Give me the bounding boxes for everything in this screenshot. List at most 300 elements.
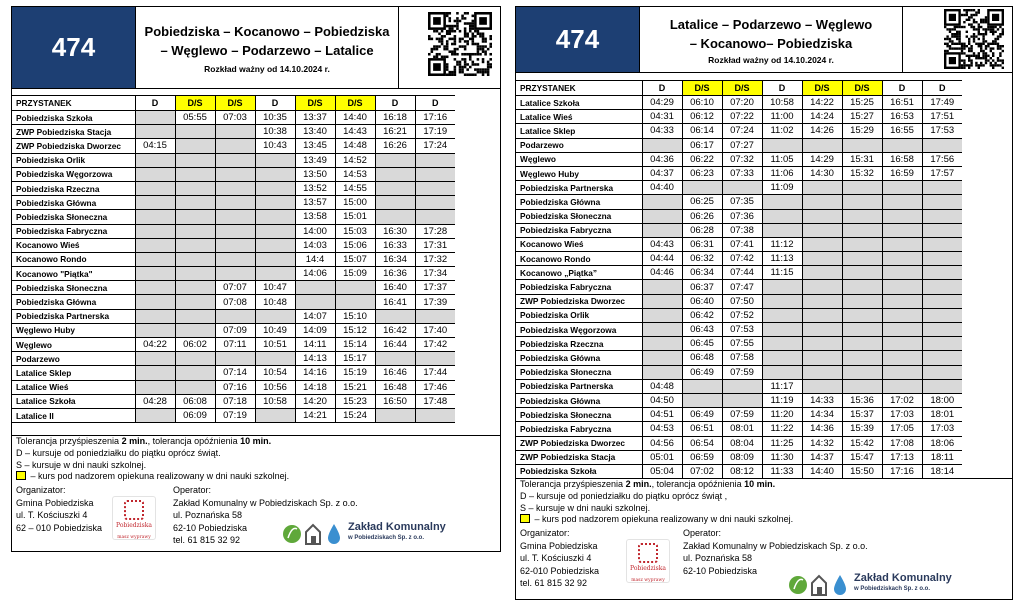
stop-name: Podarzewo — [516, 138, 642, 152]
zaklad-komunalny-logo — [788, 571, 952, 597]
departure-time — [135, 267, 175, 281]
departure-time: 11:25 — [762, 436, 802, 450]
legend-s: S – kursuje w dni nauki szkolnej. — [520, 502, 651, 513]
departure-time — [175, 281, 215, 295]
column-header-course: D — [375, 96, 415, 111]
departure-time: 07:44 — [722, 266, 762, 280]
departure-time: 07:53 — [722, 323, 762, 337]
column-header-course: D/S — [802, 81, 842, 96]
table-row — [516, 110, 962, 124]
departure-time: 13:58 — [295, 210, 335, 224]
departure-time — [642, 337, 682, 351]
departure-time: 14:20 — [295, 394, 335, 408]
departure-time — [682, 379, 722, 393]
route-title — [639, 7, 903, 72]
stop-name: Podarzewo — [12, 352, 135, 366]
departure-time: 14:32 — [802, 436, 842, 450]
departure-time — [175, 238, 215, 252]
table-row — [516, 181, 962, 195]
timetable-header — [516, 7, 1012, 73]
departure-time — [375, 181, 415, 195]
departure-time: 07:14 — [215, 366, 255, 380]
departure-time: 05:04 — [642, 464, 682, 478]
stop-name: Latalice Sklep — [516, 124, 642, 138]
departure-time — [882, 223, 922, 237]
route-title — [135, 7, 399, 88]
departure-time — [642, 223, 682, 237]
table-row — [516, 408, 962, 422]
departure-time: 17:51 — [922, 110, 962, 124]
column-header-course: D — [762, 81, 802, 96]
departure-time — [135, 366, 175, 380]
departure-time — [255, 196, 295, 210]
departure-time — [802, 195, 842, 209]
departure-time: 07:47 — [722, 280, 762, 294]
table-row — [12, 380, 455, 394]
tolerance-text-c: , tolerancja opóźnienia — [651, 479, 745, 489]
stop-name: Pobiedziska Rzeczna — [12, 181, 135, 195]
column-header-course: D/S — [335, 96, 375, 111]
departure-time — [842, 266, 882, 280]
departure-time: 07:19 — [215, 408, 255, 422]
departure-time — [642, 294, 682, 308]
departure-time — [335, 295, 375, 309]
departure-time — [135, 295, 175, 309]
departure-time: 06:17 — [682, 138, 722, 152]
departure-time: 17:03 — [882, 408, 922, 422]
departure-time — [415, 167, 455, 181]
departure-time: 16:18 — [375, 111, 415, 125]
departure-time: 06:12 — [682, 110, 722, 124]
departure-time: 15:07 — [335, 252, 375, 266]
tolerance-late: 10 min. — [744, 479, 776, 489]
table-row — [516, 266, 962, 280]
departure-time: 15:17 — [335, 352, 375, 366]
departure-time — [882, 195, 922, 209]
organizer-line: Gmina Pobiedziska — [16, 497, 94, 508]
departure-time: 14:43 — [335, 125, 375, 139]
table-row — [516, 195, 962, 209]
tolerance-note — [520, 479, 1012, 491]
column-header-course: D — [135, 96, 175, 111]
departure-time — [215, 153, 255, 167]
departure-time — [415, 153, 455, 167]
departure-time: 10:58 — [255, 394, 295, 408]
departure-time — [762, 308, 802, 322]
departure-time: 07:22 — [722, 110, 762, 124]
route-line-2: – Kocanowo– Pobiedziska — [689, 35, 853, 51]
column-header-course: D — [922, 81, 962, 96]
column-header-course: D/S — [295, 96, 335, 111]
departure-time: 06:02 — [175, 338, 215, 352]
departure-time: 10:47 — [255, 281, 295, 295]
stop-name: Pobiedziska Fabryczna — [516, 280, 642, 294]
departure-time: 15:01 — [335, 210, 375, 224]
table-row — [12, 352, 455, 366]
table-row — [12, 153, 455, 167]
departure-time — [175, 181, 215, 195]
table-row — [516, 323, 962, 337]
departure-time: 11:12 — [762, 237, 802, 251]
stop-name: Latalice Wieś — [12, 380, 135, 394]
departure-time: 11:15 — [762, 266, 802, 280]
departure-time: 06:43 — [682, 323, 722, 337]
departure-time: 04:43 — [642, 237, 682, 251]
departure-time: 16:51 — [882, 96, 922, 110]
departure-time: 15:24 — [335, 408, 375, 422]
stop-name: Pobiedziska Słoneczna — [516, 365, 642, 379]
stop-name: ZWP Pobiedziska Stacja — [12, 125, 135, 139]
departure-time: 17:03 — [922, 422, 962, 436]
departure-time: 16:55 — [882, 124, 922, 138]
organizer-line: 62 – 010 Pobiedziska — [16, 522, 103, 533]
table-row — [516, 294, 962, 308]
departure-time — [882, 266, 922, 280]
departure-time: 06:42 — [682, 308, 722, 322]
departure-time: 10:49 — [255, 323, 295, 337]
departure-time — [842, 195, 882, 209]
departure-time: 04:40 — [642, 181, 682, 195]
departure-time: 06:10 — [682, 96, 722, 110]
departure-time — [842, 351, 882, 365]
departure-time — [842, 308, 882, 322]
table-row — [12, 238, 455, 252]
stop-name: Pobiedziska Szkoła — [12, 111, 135, 125]
departure-time — [135, 167, 175, 181]
departure-time: 14:36 — [802, 422, 842, 436]
departure-time: 10:51 — [255, 338, 295, 352]
departure-time: 14:40 — [335, 111, 375, 125]
table-row — [12, 338, 455, 352]
legend — [516, 478, 1012, 593]
departure-time — [882, 138, 922, 152]
departure-time: 04:37 — [642, 166, 682, 180]
departure-time: 06:25 — [682, 195, 722, 209]
departure-time: 15:32 — [842, 166, 882, 180]
departure-time: 07:41 — [722, 237, 762, 251]
departure-time: 16:46 — [375, 366, 415, 380]
departure-time — [135, 111, 175, 125]
table-row — [12, 139, 455, 153]
departure-time — [415, 196, 455, 210]
stop-name: Węglewo Huby — [516, 166, 642, 180]
table-row — [12, 196, 455, 210]
departure-time: 07:36 — [722, 209, 762, 223]
departure-time: 16:59 — [882, 166, 922, 180]
departure-time — [802, 252, 842, 266]
departure-time — [842, 237, 882, 251]
departure-time: 11:06 — [762, 166, 802, 180]
departure-time: 16:41 — [375, 295, 415, 309]
departure-time — [215, 238, 255, 252]
column-header-course: D — [415, 96, 455, 111]
departure-time — [415, 210, 455, 224]
departure-time: 16:44 — [375, 338, 415, 352]
departure-time: 15:42 — [842, 436, 882, 450]
departure-time: 17:32 — [415, 252, 455, 266]
departure-time: 14:33 — [802, 393, 842, 407]
departure-time — [722, 181, 762, 195]
departure-time: 07:09 — [215, 323, 255, 337]
departure-time: 15:29 — [842, 124, 882, 138]
departure-time: 07:27 — [722, 138, 762, 152]
departure-time: 04:15 — [135, 139, 175, 153]
table-row — [516, 337, 962, 351]
departure-time: 14:07 — [295, 309, 335, 323]
departure-time: 17:39 — [415, 295, 455, 309]
departure-time: 16:33 — [375, 238, 415, 252]
departure-time: 18:01 — [922, 408, 962, 422]
departure-time: 16:21 — [375, 125, 415, 139]
departure-time — [722, 393, 762, 407]
departure-time: 18:00 — [922, 393, 962, 407]
gmina-pobiedziska-logo — [112, 496, 156, 540]
departure-time: 07:55 — [722, 337, 762, 351]
departure-time: 04:33 — [642, 124, 682, 138]
stop-name: Pobiedziska Główna — [12, 295, 135, 309]
stop-name: Kocanowo „Piątka” — [516, 266, 642, 280]
departure-time — [922, 308, 962, 322]
departure-time: 04:53 — [642, 422, 682, 436]
departure-time: 13:49 — [295, 153, 335, 167]
tolerance-late: 10 min. — [240, 436, 272, 446]
route-line-1: Latalice – Podarzewo – Węglewo — [669, 16, 873, 32]
departure-time: 14:03 — [295, 238, 335, 252]
departure-time: 11:13 — [762, 252, 802, 266]
organizer-line: Organizator: — [520, 528, 570, 538]
stop-name: Pobiedziska Słoneczna — [516, 408, 642, 422]
table-row — [516, 450, 962, 464]
departure-time: 14:55 — [335, 181, 375, 195]
stop-name: Latalice Szkoła — [12, 394, 135, 408]
legend-supervised — [520, 514, 1012, 526]
departure-time — [375, 167, 415, 181]
departure-time — [802, 280, 842, 294]
departure-time: 10:43 — [255, 139, 295, 153]
departure-time — [335, 281, 375, 295]
timetable-table — [12, 95, 455, 423]
departure-time — [175, 352, 215, 366]
table-row — [516, 223, 962, 237]
departure-time — [682, 181, 722, 195]
operator-line: Operator: — [173, 485, 212, 495]
departure-time: 15:25 — [842, 96, 882, 110]
table-row — [12, 167, 455, 181]
departure-time — [255, 224, 295, 238]
column-header-course: D/S — [175, 96, 215, 111]
departure-time: 11:33 — [762, 464, 802, 478]
departure-time: 17:34 — [415, 267, 455, 281]
operator-line: Zakład Komunalny w Pobiedziskach Sp. z o.o. — [683, 540, 868, 551]
departure-time — [882, 308, 922, 322]
tolerance-text-a: Tolerancja przyśpieszenia — [16, 436, 122, 446]
departure-time — [882, 209, 922, 223]
stop-name: Latalice Szkoła — [516, 96, 642, 110]
stop-name: ZWP Pobiedziska Dworzec — [12, 139, 135, 153]
departure-time: 07:59 — [722, 365, 762, 379]
departure-time: 14:34 — [802, 408, 842, 422]
departure-time — [415, 408, 455, 422]
stop-name: Pobiedziska Fabryczna — [516, 422, 642, 436]
departure-time: 15:23 — [335, 394, 375, 408]
departure-time: 07:11 — [215, 338, 255, 352]
departure-time: 17:56 — [922, 152, 962, 166]
departure-time — [175, 153, 215, 167]
departure-time: 16:48 — [375, 380, 415, 394]
gmina-logo-text: Pobiedziska — [116, 522, 152, 529]
organizer-line: ul. T. Kościuszki 4 — [16, 510, 88, 520]
departure-time: 18:11 — [922, 450, 962, 464]
departure-time — [215, 352, 255, 366]
departure-time — [922, 138, 962, 152]
departure-time: 13:45 — [295, 139, 335, 153]
legend-supervised-text: – kurs pod nadzorem opiekuna realizowany w dni nauki szkolnej. — [532, 514, 794, 525]
departure-time — [762, 294, 802, 308]
table-row — [12, 125, 455, 139]
departure-time: 06:31 — [682, 237, 722, 251]
stop-name: Kocanowo Wieś — [516, 237, 642, 251]
departure-time — [642, 308, 682, 322]
departure-time — [842, 209, 882, 223]
departure-time — [175, 224, 215, 238]
stop-name: Pobiedziska Główna — [516, 195, 642, 209]
departure-time — [642, 365, 682, 379]
departure-time: 06:14 — [682, 124, 722, 138]
departure-time — [135, 408, 175, 422]
departure-time — [255, 309, 295, 323]
departure-time: 06:51 — [682, 422, 722, 436]
departure-time — [642, 138, 682, 152]
operator-block — [683, 527, 868, 577]
organizer-line: Organizator: — [16, 485, 66, 495]
departure-time — [135, 196, 175, 210]
departure-time — [255, 181, 295, 195]
departure-time: 13:40 — [295, 125, 335, 139]
departure-time: 04:28 — [135, 394, 175, 408]
departure-time — [922, 266, 962, 280]
departure-time — [135, 181, 175, 195]
departure-time: 06:54 — [682, 436, 722, 450]
table-row — [12, 111, 455, 125]
departure-time — [642, 209, 682, 223]
departure-time — [882, 337, 922, 351]
departure-time — [415, 181, 455, 195]
tolerance-early: 2 min. — [121, 436, 148, 446]
departure-time — [175, 125, 215, 139]
table-row — [516, 464, 962, 478]
departure-time: 13:57 — [295, 196, 335, 210]
stop-name: Węglewo — [516, 152, 642, 166]
departure-time: 04:46 — [642, 266, 682, 280]
tolerance-early: 2 min. — [625, 479, 652, 489]
departure-time: 08:09 — [722, 450, 762, 464]
departure-time — [762, 323, 802, 337]
departure-time — [922, 294, 962, 308]
departure-time — [882, 365, 922, 379]
departure-time: 15:47 — [842, 450, 882, 464]
departure-time: 16:26 — [375, 139, 415, 153]
stop-name: Pobiedziska Słoneczna — [12, 281, 135, 295]
column-header-stop: PRZYSTANEK — [516, 81, 642, 96]
table-row — [12, 323, 455, 337]
departure-time — [215, 224, 255, 238]
departure-time: 08:12 — [722, 464, 762, 478]
departure-time: 14:21 — [295, 408, 335, 422]
table-row — [516, 436, 962, 450]
departure-time — [175, 252, 215, 266]
departure-time — [802, 379, 842, 393]
departure-time: 06:26 — [682, 209, 722, 223]
departure-time: 10:48 — [255, 295, 295, 309]
departure-time — [135, 153, 175, 167]
departure-time: 15:09 — [335, 267, 375, 281]
departure-time — [802, 237, 842, 251]
stop-name: Pobiedziska Węgorzowa — [12, 167, 135, 181]
table-row — [12, 210, 455, 224]
departure-time — [682, 393, 722, 407]
departure-time: 07:33 — [722, 166, 762, 180]
timetable-sheet-return — [515, 6, 1013, 600]
yellow-box-icon — [520, 514, 530, 523]
departure-time: 15:31 — [842, 152, 882, 166]
departure-time — [642, 351, 682, 365]
stop-name: Latalice II — [12, 408, 135, 422]
departure-time — [922, 337, 962, 351]
departure-time — [842, 294, 882, 308]
qr-code-icon — [428, 12, 492, 76]
departure-time: 04:48 — [642, 379, 682, 393]
departure-time — [762, 195, 802, 209]
departure-time: 06:59 — [682, 450, 722, 464]
departure-time: 17:46 — [415, 380, 455, 394]
departure-time — [415, 309, 455, 323]
departure-time: 14:09 — [295, 323, 335, 337]
departure-time — [882, 280, 922, 294]
stop-name: Latalice Sklep — [12, 366, 135, 380]
table-header-row — [12, 96, 455, 111]
departure-time: 15:10 — [335, 309, 375, 323]
legend — [12, 435, 500, 545]
departure-time — [802, 294, 842, 308]
departure-time — [842, 280, 882, 294]
departure-time: 06:32 — [682, 252, 722, 266]
departure-time — [802, 209, 842, 223]
departure-time — [375, 153, 415, 167]
departure-time: 14:06 — [295, 267, 335, 281]
departure-time — [642, 280, 682, 294]
departure-time: 05:01 — [642, 450, 682, 464]
table-header-row — [516, 81, 962, 96]
line-number: 474 — [516, 7, 639, 72]
departure-time — [175, 167, 215, 181]
table-row — [516, 209, 962, 223]
departure-time: 07:32 — [722, 152, 762, 166]
stop-name: Kocanowo Rondo — [12, 252, 135, 266]
departure-time: 11:05 — [762, 152, 802, 166]
departure-time: 10:38 — [255, 125, 295, 139]
departure-time: 14:30 — [802, 166, 842, 180]
gmina-mark-icon — [638, 543, 658, 563]
departure-time: 14:26 — [802, 124, 842, 138]
departure-time: 06:09 — [175, 408, 215, 422]
column-header-course: D/S — [842, 81, 882, 96]
departure-time — [215, 125, 255, 139]
departure-time — [175, 366, 215, 380]
departure-time: 13:37 — [295, 111, 335, 125]
operator-line: Zakład Komunalny w Pobiedziskach Sp. z o.o. — [173, 497, 358, 508]
departure-time — [175, 196, 215, 210]
departure-time: 07:20 — [722, 96, 762, 110]
